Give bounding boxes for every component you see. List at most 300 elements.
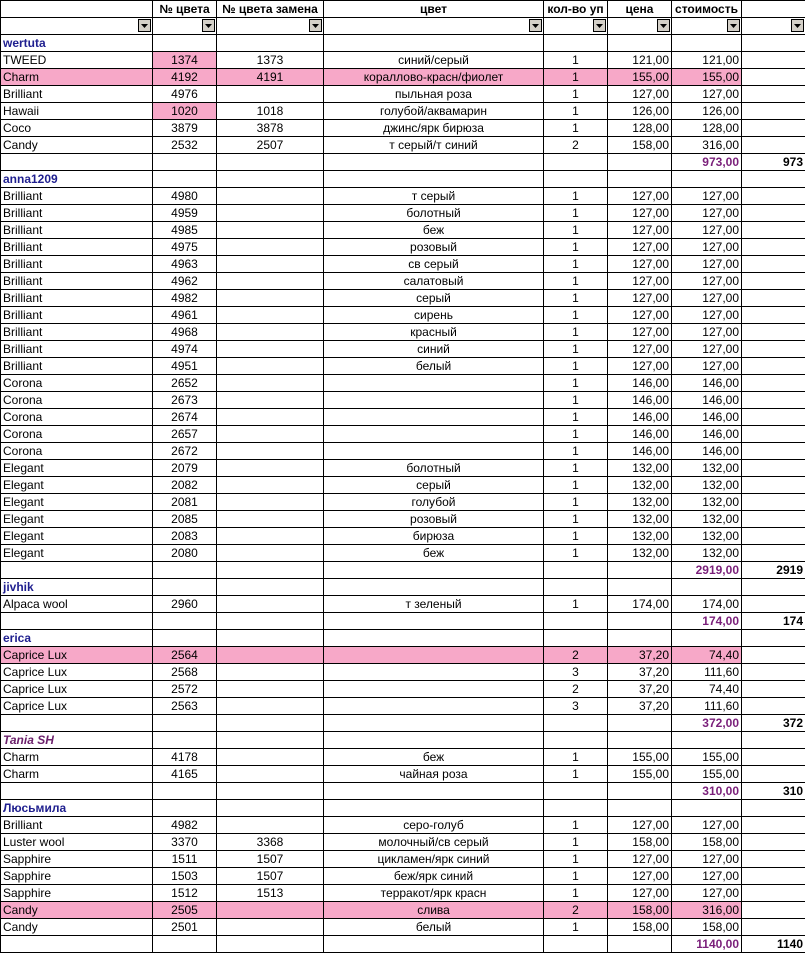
customer-name[interactable]: wertuta xyxy=(1,35,153,52)
color-name-cell[interactable]: салатовый xyxy=(324,273,544,290)
color-name-cell[interactable]: т зеленый xyxy=(324,596,544,613)
color-replacement-cell[interactable] xyxy=(217,817,324,834)
color-number-cell[interactable]: 4976 xyxy=(153,86,217,103)
empty-cell[interactable] xyxy=(153,171,217,188)
quantity-cell[interactable]: 1 xyxy=(544,834,608,851)
filter-cell[interactable] xyxy=(153,18,217,35)
color-number-cell[interactable]: 2085 xyxy=(153,511,217,528)
color-replacement-cell[interactable]: 3368 xyxy=(217,834,324,851)
product-cell[interactable]: Brilliant xyxy=(1,273,153,290)
color-number-cell[interactable]: 4951 xyxy=(153,358,217,375)
color-number-cell[interactable]: 4178 xyxy=(153,749,217,766)
quantity-cell[interactable]: 1 xyxy=(544,851,608,868)
color-number-cell[interactable]: 2672 xyxy=(153,443,217,460)
empty-cell[interactable] xyxy=(153,715,217,732)
empty-cell[interactable] xyxy=(742,341,805,358)
empty-cell[interactable] xyxy=(324,154,544,171)
filter-dropdown-button[interactable] xyxy=(138,19,151,32)
header-cost[interactable]: стоимость xyxy=(672,1,742,18)
quantity-cell[interactable]: 1 xyxy=(544,443,608,460)
empty-cell[interactable] xyxy=(742,579,805,596)
color-replacement-cell[interactable] xyxy=(217,324,324,341)
product-cell[interactable]: Elegant xyxy=(1,477,153,494)
quantity-cell[interactable]: 1 xyxy=(544,766,608,783)
cost-cell[interactable]: 132,00 xyxy=(672,477,742,494)
empty-cell[interactable] xyxy=(324,579,544,596)
quantity-cell[interactable]: 2 xyxy=(544,902,608,919)
color-number-cell[interactable]: 4962 xyxy=(153,273,217,290)
group-total-cell[interactable]: 2919 xyxy=(742,562,805,579)
price-cell[interactable]: 127,00 xyxy=(608,358,672,375)
empty-cell[interactable] xyxy=(544,154,608,171)
empty-cell[interactable] xyxy=(1,936,153,953)
empty-cell[interactable] xyxy=(742,766,805,783)
cost-cell[interactable]: 155,00 xyxy=(672,69,742,86)
product-cell[interactable]: Caprice Lux xyxy=(1,681,153,698)
customer-name[interactable]: erica xyxy=(1,630,153,647)
product-cell[interactable]: Elegant xyxy=(1,511,153,528)
empty-cell[interactable] xyxy=(544,613,608,630)
cost-cell[interactable]: 127,00 xyxy=(672,205,742,222)
cost-cell[interactable]: 127,00 xyxy=(672,307,742,324)
price-cell[interactable]: 127,00 xyxy=(608,817,672,834)
empty-cell[interactable] xyxy=(153,732,217,749)
price-cell[interactable]: 155,00 xyxy=(608,69,672,86)
product-cell[interactable]: Brilliant xyxy=(1,205,153,222)
product-cell[interactable]: Charm xyxy=(1,69,153,86)
price-cell[interactable]: 158,00 xyxy=(608,919,672,936)
group-subtotal-cell[interactable]: 310,00 xyxy=(672,783,742,800)
color-name-cell[interactable]: синий/серый xyxy=(324,52,544,69)
quantity-cell[interactable]: 1 xyxy=(544,307,608,324)
color-number-cell[interactable]: 2657 xyxy=(153,426,217,443)
product-cell[interactable]: Sapphire xyxy=(1,851,153,868)
color-replacement-cell[interactable] xyxy=(217,188,324,205)
product-cell[interactable]: Elegant xyxy=(1,528,153,545)
empty-cell[interactable] xyxy=(544,732,608,749)
cost-cell[interactable]: 126,00 xyxy=(672,103,742,120)
color-number-cell[interactable]: 2079 xyxy=(153,460,217,477)
price-cell[interactable]: 127,00 xyxy=(608,273,672,290)
quantity-cell[interactable]: 1 xyxy=(544,511,608,528)
empty-cell[interactable] xyxy=(153,613,217,630)
empty-cell[interactable] xyxy=(544,171,608,188)
color-name-cell[interactable]: пыльная роза xyxy=(324,86,544,103)
color-replacement-cell[interactable] xyxy=(217,749,324,766)
empty-cell[interactable] xyxy=(544,715,608,732)
color-number-cell[interactable]: 4985 xyxy=(153,222,217,239)
product-cell[interactable]: Elegant xyxy=(1,545,153,562)
color-name-cell[interactable]: беж xyxy=(324,545,544,562)
color-replacement-cell[interactable] xyxy=(217,426,324,443)
quantity-cell[interactable]: 1 xyxy=(544,545,608,562)
price-cell[interactable]: 132,00 xyxy=(608,511,672,528)
color-name-cell[interactable] xyxy=(324,392,544,409)
empty-cell[interactable] xyxy=(742,290,805,307)
color-replacement-cell[interactable] xyxy=(217,358,324,375)
empty-cell[interactable] xyxy=(153,936,217,953)
empty-cell[interactable] xyxy=(742,545,805,562)
filter-cell[interactable] xyxy=(672,18,742,35)
product-cell[interactable]: Hawaii xyxy=(1,103,153,120)
empty-cell[interactable] xyxy=(217,562,324,579)
quantity-cell[interactable]: 1 xyxy=(544,222,608,239)
product-cell[interactable]: Alpaca wool xyxy=(1,596,153,613)
price-cell[interactable]: 127,00 xyxy=(608,239,672,256)
customer-name[interactable]: Tania SH xyxy=(1,732,153,749)
empty-cell[interactable] xyxy=(742,443,805,460)
price-cell[interactable]: 127,00 xyxy=(608,307,672,324)
empty-cell[interactable] xyxy=(742,528,805,545)
color-replacement-cell[interactable]: 2507 xyxy=(217,137,324,154)
color-replacement-cell[interactable] xyxy=(217,647,324,664)
color-name-cell[interactable]: белый xyxy=(324,358,544,375)
color-name-cell[interactable]: т серый xyxy=(324,188,544,205)
group-total-cell[interactable]: 973 xyxy=(742,154,805,171)
product-cell[interactable]: Corona xyxy=(1,443,153,460)
product-cell[interactable]: Brilliant xyxy=(1,188,153,205)
color-replacement-cell[interactable] xyxy=(217,375,324,392)
empty-cell[interactable] xyxy=(544,562,608,579)
product-cell[interactable]: Charm xyxy=(1,766,153,783)
price-cell[interactable]: 158,00 xyxy=(608,137,672,154)
color-name-cell[interactable]: голубой/аквамарин xyxy=(324,103,544,120)
color-name-cell[interactable]: слива xyxy=(324,902,544,919)
color-name-cell[interactable] xyxy=(324,443,544,460)
empty-cell[interactable] xyxy=(608,732,672,749)
empty-cell[interactable] xyxy=(742,171,805,188)
filter-dropdown-button[interactable] xyxy=(529,19,542,32)
color-name-cell[interactable]: кораллово-красн/фиолет xyxy=(324,69,544,86)
empty-cell[interactable] xyxy=(742,273,805,290)
color-replacement-cell[interactable]: 1507 xyxy=(217,851,324,868)
color-number-cell[interactable]: 4961 xyxy=(153,307,217,324)
group-total-cell[interactable]: 1140 xyxy=(742,936,805,953)
cost-cell[interactable]: 127,00 xyxy=(672,885,742,902)
group-subtotal-cell[interactable]: 174,00 xyxy=(672,613,742,630)
cost-cell[interactable]: 127,00 xyxy=(672,273,742,290)
quantity-cell[interactable]: 1 xyxy=(544,494,608,511)
quantity-cell[interactable]: 1 xyxy=(544,341,608,358)
empty-cell[interactable] xyxy=(742,732,805,749)
color-name-cell[interactable]: белый xyxy=(324,919,544,936)
filter-cell[interactable] xyxy=(324,18,544,35)
empty-cell[interactable] xyxy=(742,800,805,817)
quantity-cell[interactable]: 1 xyxy=(544,69,608,86)
cost-cell[interactable]: 111,60 xyxy=(672,698,742,715)
color-name-cell[interactable]: красный xyxy=(324,324,544,341)
empty-cell[interactable] xyxy=(217,171,324,188)
product-cell[interactable]: Corona xyxy=(1,392,153,409)
empty-cell[interactable] xyxy=(544,35,608,52)
color-number-cell[interactable]: 1374 xyxy=(153,52,217,69)
color-name-cell[interactable]: розовый xyxy=(324,239,544,256)
color-number-cell[interactable]: 4165 xyxy=(153,766,217,783)
empty-cell[interactable] xyxy=(742,426,805,443)
price-cell[interactable]: 146,00 xyxy=(608,443,672,460)
color-replacement-cell[interactable] xyxy=(217,494,324,511)
color-replacement-cell[interactable] xyxy=(217,239,324,256)
price-cell[interactable]: 127,00 xyxy=(608,324,672,341)
empty-cell[interactable] xyxy=(742,902,805,919)
color-number-cell[interactable]: 4975 xyxy=(153,239,217,256)
color-number-cell[interactable]: 1503 xyxy=(153,868,217,885)
color-name-cell[interactable] xyxy=(324,375,544,392)
color-name-cell[interactable]: беж xyxy=(324,749,544,766)
empty-cell[interactable] xyxy=(742,681,805,698)
price-cell[interactable]: 146,00 xyxy=(608,426,672,443)
color-name-cell[interactable]: т серый/т синий xyxy=(324,137,544,154)
price-cell[interactable]: 158,00 xyxy=(608,834,672,851)
cost-cell[interactable]: 127,00 xyxy=(672,256,742,273)
empty-cell[interactable] xyxy=(672,35,742,52)
empty-cell[interactable] xyxy=(742,205,805,222)
color-name-cell[interactable]: сирень xyxy=(324,307,544,324)
quantity-cell[interactable]: 1 xyxy=(544,528,608,545)
cost-cell[interactable]: 127,00 xyxy=(672,290,742,307)
empty-cell[interactable] xyxy=(217,936,324,953)
empty-cell[interactable] xyxy=(217,630,324,647)
color-number-cell[interactable]: 4974 xyxy=(153,341,217,358)
empty-cell[interactable] xyxy=(608,579,672,596)
color-replacement-cell[interactable] xyxy=(217,664,324,681)
price-cell[interactable]: 146,00 xyxy=(608,392,672,409)
color-replacement-cell[interactable] xyxy=(217,681,324,698)
color-name-cell[interactable] xyxy=(324,409,544,426)
price-cell[interactable]: 127,00 xyxy=(608,851,672,868)
quantity-cell[interactable]: 1 xyxy=(544,460,608,477)
empty-cell[interactable] xyxy=(742,120,805,137)
quantity-cell[interactable]: 1 xyxy=(544,103,608,120)
quantity-cell[interactable]: 1 xyxy=(544,392,608,409)
quantity-cell[interactable]: 1 xyxy=(544,256,608,273)
price-cell[interactable]: 132,00 xyxy=(608,545,672,562)
color-name-cell[interactable]: болотный xyxy=(324,460,544,477)
cost-cell[interactable]: 127,00 xyxy=(672,358,742,375)
color-number-cell[interactable]: 3879 xyxy=(153,120,217,137)
quantity-cell[interactable]: 1 xyxy=(544,52,608,69)
empty-cell[interactable] xyxy=(324,936,544,953)
color-number-cell[interactable]: 2081 xyxy=(153,494,217,511)
quantity-cell[interactable]: 1 xyxy=(544,273,608,290)
empty-cell[interactable] xyxy=(324,613,544,630)
quantity-cell[interactable]: 1 xyxy=(544,86,608,103)
empty-cell[interactable] xyxy=(217,154,324,171)
header-color-number[interactable]: № цвета xyxy=(153,1,217,18)
color-number-cell[interactable]: 2532 xyxy=(153,137,217,154)
color-replacement-cell[interactable] xyxy=(217,341,324,358)
quantity-cell[interactable]: 2 xyxy=(544,681,608,698)
color-name-cell[interactable] xyxy=(324,664,544,681)
cost-cell[interactable]: 146,00 xyxy=(672,392,742,409)
empty-cell[interactable] xyxy=(742,511,805,528)
product-cell[interactable]: TWEED xyxy=(1,52,153,69)
color-replacement-cell[interactable] xyxy=(217,307,324,324)
price-cell[interactable]: 127,00 xyxy=(608,256,672,273)
color-name-cell[interactable]: св серый xyxy=(324,256,544,273)
filter-cell[interactable] xyxy=(217,18,324,35)
empty-cell[interactable] xyxy=(742,477,805,494)
empty-cell[interactable] xyxy=(608,783,672,800)
color-number-cell[interactable]: 2673 xyxy=(153,392,217,409)
filter-dropdown-button[interactable] xyxy=(309,19,322,32)
group-subtotal-cell[interactable]: 2919,00 xyxy=(672,562,742,579)
filter-dropdown-button[interactable] xyxy=(593,19,606,32)
empty-cell[interactable] xyxy=(742,494,805,511)
cost-cell[interactable]: 128,00 xyxy=(672,120,742,137)
price-cell[interactable]: 155,00 xyxy=(608,749,672,766)
price-cell[interactable]: 155,00 xyxy=(608,766,672,783)
cost-cell[interactable]: 174,00 xyxy=(672,596,742,613)
color-replacement-cell[interactable] xyxy=(217,256,324,273)
product-cell[interactable]: Caprice Lux xyxy=(1,664,153,681)
header-quantity[interactable]: кол-во уп xyxy=(544,1,608,18)
price-cell[interactable]: 174,00 xyxy=(608,596,672,613)
empty-cell[interactable] xyxy=(672,171,742,188)
cost-cell[interactable]: 146,00 xyxy=(672,426,742,443)
empty-cell[interactable] xyxy=(742,35,805,52)
empty-cell[interactable] xyxy=(1,154,153,171)
empty-cell[interactable] xyxy=(1,613,153,630)
cost-cell[interactable]: 127,00 xyxy=(672,239,742,256)
quantity-cell[interactable]: 2 xyxy=(544,137,608,154)
empty-cell[interactable] xyxy=(217,35,324,52)
product-cell[interactable]: Corona xyxy=(1,426,153,443)
quantity-cell[interactable]: 2 xyxy=(544,647,608,664)
filter-cell[interactable] xyxy=(742,18,805,35)
empty-cell[interactable] xyxy=(742,188,805,205)
color-number-cell[interactable]: 4192 xyxy=(153,69,217,86)
product-cell[interactable]: Brilliant xyxy=(1,239,153,256)
empty-cell[interactable] xyxy=(608,630,672,647)
empty-cell[interactable] xyxy=(742,137,805,154)
empty-cell[interactable] xyxy=(742,885,805,902)
color-replacement-cell[interactable]: 1373 xyxy=(217,52,324,69)
empty-cell[interactable] xyxy=(324,732,544,749)
empty-cell[interactable] xyxy=(608,715,672,732)
price-cell[interactable]: 132,00 xyxy=(608,528,672,545)
quantity-cell[interactable]: 1 xyxy=(544,409,608,426)
empty-cell[interactable] xyxy=(742,375,805,392)
price-cell[interactable]: 127,00 xyxy=(608,205,672,222)
price-cell[interactable]: 37,20 xyxy=(608,647,672,664)
price-cell[interactable]: 126,00 xyxy=(608,103,672,120)
quantity-cell[interactable]: 1 xyxy=(544,749,608,766)
price-cell[interactable]: 146,00 xyxy=(608,375,672,392)
cost-cell[interactable]: 74,40 xyxy=(672,647,742,664)
empty-cell[interactable] xyxy=(153,154,217,171)
color-replacement-cell[interactable] xyxy=(217,273,324,290)
filter-cell[interactable] xyxy=(608,18,672,35)
price-cell[interactable]: 121,00 xyxy=(608,52,672,69)
quantity-cell[interactable]: 1 xyxy=(544,375,608,392)
cost-cell[interactable]: 127,00 xyxy=(672,817,742,834)
empty-cell[interactable] xyxy=(742,239,805,256)
color-replacement-cell[interactable] xyxy=(217,698,324,715)
empty-cell[interactable] xyxy=(544,579,608,596)
empty-cell[interactable] xyxy=(608,171,672,188)
cost-cell[interactable]: 132,00 xyxy=(672,528,742,545)
product-cell[interactable]: Elegant xyxy=(1,494,153,511)
empty-cell[interactable] xyxy=(742,460,805,477)
empty-cell[interactable] xyxy=(672,732,742,749)
cost-cell[interactable]: 132,00 xyxy=(672,545,742,562)
quantity-cell[interactable]: 1 xyxy=(544,596,608,613)
cost-cell[interactable]: 127,00 xyxy=(672,86,742,103)
color-number-cell[interactable]: 2563 xyxy=(153,698,217,715)
empty-cell[interactable] xyxy=(742,817,805,834)
empty-cell[interactable] xyxy=(608,35,672,52)
color-number-cell[interactable]: 4980 xyxy=(153,188,217,205)
cost-cell[interactable]: 74,40 xyxy=(672,681,742,698)
empty-cell[interactable] xyxy=(742,664,805,681)
empty-cell[interactable] xyxy=(608,613,672,630)
product-cell[interactable]: Corona xyxy=(1,375,153,392)
color-number-cell[interactable]: 2083 xyxy=(153,528,217,545)
product-cell[interactable]: Brilliant xyxy=(1,222,153,239)
color-replacement-cell[interactable] xyxy=(217,766,324,783)
empty-cell[interactable] xyxy=(217,579,324,596)
product-cell[interactable]: Sapphire xyxy=(1,868,153,885)
cost-cell[interactable]: 127,00 xyxy=(672,851,742,868)
quantity-cell[interactable]: 1 xyxy=(544,205,608,222)
cost-cell[interactable]: 127,00 xyxy=(672,188,742,205)
empty-cell[interactable] xyxy=(742,851,805,868)
color-number-cell[interactable]: 2652 xyxy=(153,375,217,392)
empty-cell[interactable] xyxy=(608,154,672,171)
product-cell[interactable]: Caprice Lux xyxy=(1,647,153,664)
empty-cell[interactable] xyxy=(153,800,217,817)
color-replacement-cell[interactable] xyxy=(217,443,324,460)
color-replacement-cell[interactable] xyxy=(217,545,324,562)
color-replacement-cell[interactable]: 4191 xyxy=(217,69,324,86)
cost-cell[interactable]: 127,00 xyxy=(672,341,742,358)
price-cell[interactable]: 37,20 xyxy=(608,681,672,698)
color-number-cell[interactable]: 2082 xyxy=(153,477,217,494)
quantity-cell[interactable]: 1 xyxy=(544,477,608,494)
product-cell[interactable]: Brilliant xyxy=(1,290,153,307)
empty-cell[interactable] xyxy=(672,630,742,647)
color-name-cell[interactable]: серый xyxy=(324,477,544,494)
empty-cell[interactable] xyxy=(324,783,544,800)
product-cell[interactable]: Coco xyxy=(1,120,153,137)
header-col1[interactable] xyxy=(1,1,153,18)
empty-cell[interactable] xyxy=(324,35,544,52)
color-number-cell[interactable]: 2501 xyxy=(153,919,217,936)
empty-cell[interactable] xyxy=(742,222,805,239)
empty-cell[interactable] xyxy=(742,358,805,375)
product-cell[interactable]: Brilliant xyxy=(1,256,153,273)
color-number-cell[interactable]: 2564 xyxy=(153,647,217,664)
quantity-cell[interactable]: 3 xyxy=(544,664,608,681)
empty-cell[interactable] xyxy=(742,392,805,409)
empty-cell[interactable] xyxy=(742,868,805,885)
color-replacement-cell[interactable] xyxy=(217,919,324,936)
quantity-cell[interactable]: 1 xyxy=(544,868,608,885)
color-number-cell[interactable]: 4959 xyxy=(153,205,217,222)
price-cell[interactable]: 127,00 xyxy=(608,868,672,885)
price-cell[interactable]: 127,00 xyxy=(608,222,672,239)
quantity-cell[interactable]: 1 xyxy=(544,919,608,936)
empty-cell[interactable] xyxy=(544,936,608,953)
color-replacement-cell[interactable]: 1018 xyxy=(217,103,324,120)
color-name-cell[interactable] xyxy=(324,698,544,715)
quantity-cell[interactable]: 3 xyxy=(544,698,608,715)
empty-cell[interactable] xyxy=(153,35,217,52)
product-cell[interactable]: Brilliant xyxy=(1,341,153,358)
color-name-cell[interactable]: синий xyxy=(324,341,544,358)
group-subtotal-cell[interactable]: 372,00 xyxy=(672,715,742,732)
